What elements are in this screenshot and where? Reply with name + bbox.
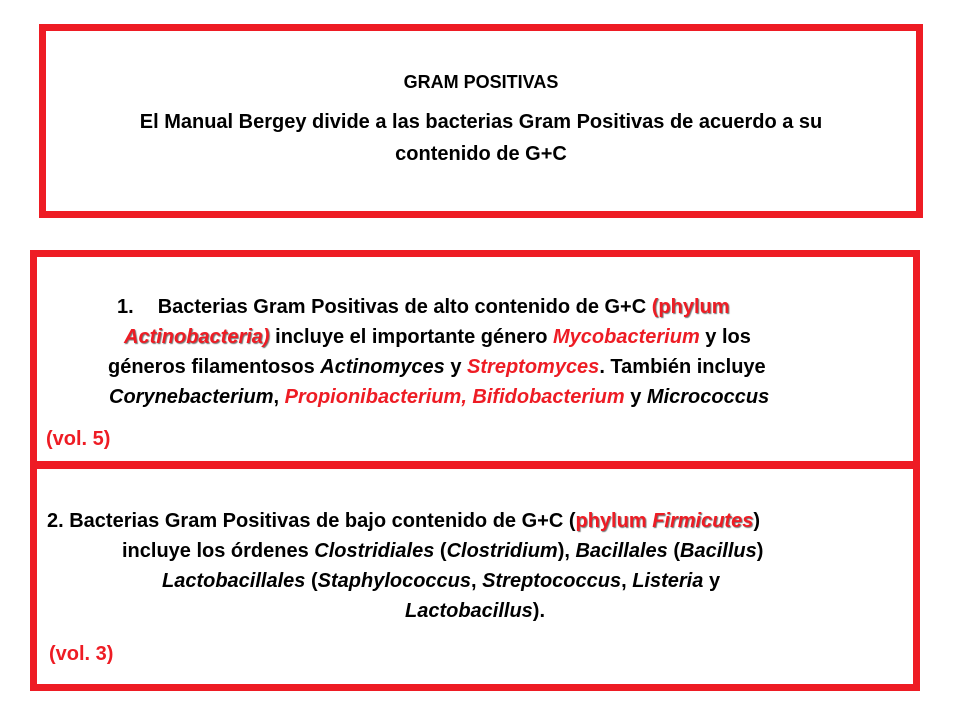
low-gc-line-4: [37, 601, 913, 621]
high-gc-text-tail: . También incluye: [599, 356, 766, 378]
genus-streptomyces: Streptomyces: [467, 356, 600, 378]
genus-micrococcus: Micrococcus: [646, 386, 770, 408]
low-gc-heading: 2. Bacterias Gram Positivas de bajo contenido de G+C (: [47, 510, 576, 532]
genus-streptococcus: Streptococcus: [482, 570, 622, 592]
paren-open: (: [673, 540, 681, 562]
low-gc-box: [30, 462, 920, 691]
order-bacillales: Bacillales: [575, 540, 668, 562]
low-gc-line-1: [47, 511, 760, 531]
genus-bacillus: Bacillus: [680, 540, 757, 562]
high-gc-line-1: [117, 297, 730, 317]
separator: ,: [471, 570, 477, 592]
genus-mycobacterium: Mycobacterium: [553, 326, 700, 348]
phylum-label: (phylum: [651, 296, 730, 318]
volume-label: (vol. 3): [49, 643, 114, 665]
page-title: GRAM POSITIVAS: [403, 72, 559, 92]
separator: ,: [273, 386, 280, 408]
intro-line-1: El Manual Bergey divide a las bacterias Gram Positivas de acuerdo a su: [139, 111, 823, 133]
conjunction: y: [450, 356, 462, 378]
genus-staphylococcus: Staphylococcus: [317, 570, 472, 592]
intro-box: [39, 24, 923, 218]
high-gc-line-2: [124, 327, 751, 347]
list-number: 1.: [117, 296, 134, 318]
separator: ,: [621, 570, 627, 592]
phylum-firmicutes: Firmicutes: [652, 510, 754, 532]
paren-close: ),: [557, 540, 570, 562]
low-gc-text: incluye los órdenes: [122, 540, 309, 562]
intro-line-2: contenido de G+C: [395, 143, 567, 165]
conjunction: y: [708, 570, 721, 592]
low-gc-line-3: [162, 571, 720, 591]
high-gc-text: incluye el importante género: [275, 326, 548, 348]
high-gc-text: géneros filamentosos: [108, 356, 315, 378]
phylum-label: phylum: [575, 510, 647, 532]
paren-open: (: [310, 570, 318, 592]
paren-open: (: [439, 540, 447, 562]
genus-corynebacterium: Corynebacterium: [109, 386, 274, 408]
paren-close: ).: [532, 600, 546, 622]
genus-clostridium: Clostridium: [446, 540, 558, 562]
genus-listeria: Listeria: [632, 570, 704, 592]
high-gc-heading: Bacterias Gram Positivas de alto contenido de G+C: [157, 296, 647, 318]
paren-close: ): [753, 510, 761, 532]
genus-propionibacterium-bifidobacterium: Propionibacterium, Bifidobacterium: [284, 386, 625, 408]
order-clostridiales: Clostridiales: [314, 540, 435, 562]
conjunction: y: [630, 386, 642, 408]
paren-close: ): [756, 540, 764, 562]
volume-label: (vol. 5): [46, 428, 111, 450]
high-gc-box: [30, 250, 920, 468]
high-gc-text-tail: y los: [705, 326, 751, 348]
high-gc-line-3: [108, 357, 766, 377]
order-lactobacillales: Lactobacillales: [162, 570, 306, 592]
low-gc-line-2: [122, 541, 763, 561]
genus-lactobacillus: Lactobacillus: [404, 600, 533, 622]
genus-actinomyces: Actinomyces: [320, 356, 445, 378]
phylum-actinobacteria: Actinobacteria): [124, 326, 270, 348]
high-gc-line-4: [109, 387, 769, 407]
